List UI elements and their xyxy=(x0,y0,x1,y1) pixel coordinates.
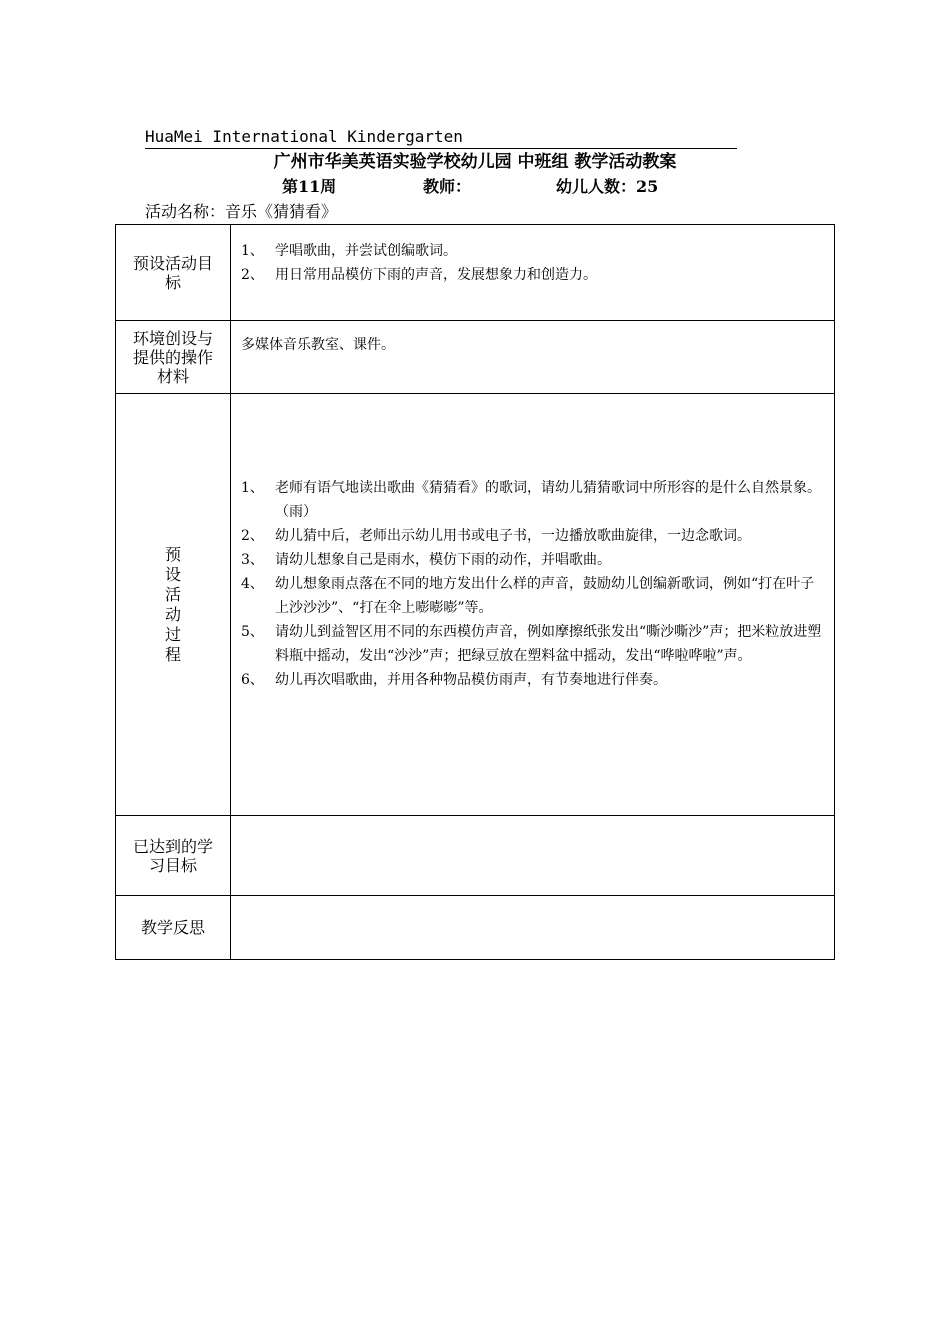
process-step xyxy=(241,572,828,620)
lesson-plan-table xyxy=(115,224,835,960)
table-row-process xyxy=(116,394,835,816)
step-text: 请幼儿到益智区用不同的东西模仿声音，例如摩擦纸张发出“嘶沙嘶沙”声；把米粒放进塑料瓶中摇动，发出“沙沙”声；把绿豆放在塑料盆中摇动，发出“哗啦哗啦”声。 xyxy=(275,624,822,664)
goals-label: 预设活动目标 xyxy=(132,253,213,292)
table-row-reflection xyxy=(116,896,835,960)
achieved-label: 已达到的学习目标 xyxy=(132,836,213,875)
reflection-text xyxy=(231,896,834,908)
environment-text: 多媒体音乐教室、课件。 xyxy=(241,337,395,353)
achieved-content-cell xyxy=(231,816,835,896)
achieved-text xyxy=(231,816,834,828)
process-label xyxy=(116,545,230,665)
goals-content-cell xyxy=(231,225,835,321)
process-content-cell xyxy=(231,394,835,816)
goal-item xyxy=(241,239,834,263)
step-number: 3、 xyxy=(241,552,264,568)
achieved-label-cell xyxy=(116,816,231,896)
step-text: 幼儿想象雨点落在不同的地方发出什么样的声音，鼓励幼儿创编新歌词，例如“打在叶子上沙沙沙”、“打在伞上嘭嘭嘭”等。 xyxy=(275,576,815,616)
goal-number: 2、 xyxy=(241,267,264,283)
step-text: 幼儿再次唱歌曲，并用各种物品模仿雨声，有节奏地进行伴奏。 xyxy=(275,672,667,688)
process-label-char: 过 xyxy=(164,624,181,644)
process-label-char: 动 xyxy=(164,604,181,624)
step-number: 2、 xyxy=(241,528,264,544)
table-row-goals xyxy=(116,225,835,321)
environment-content-cell xyxy=(231,321,835,394)
process-label-cell xyxy=(116,394,231,816)
goals-label-cell xyxy=(116,225,231,321)
process-step xyxy=(241,620,828,668)
goal-number: 1、 xyxy=(241,243,264,259)
step-text: 请幼儿想象自己是雨水，模仿下雨的动作，并唱歌曲。 xyxy=(275,552,611,568)
process-label-char: 程 xyxy=(164,644,181,664)
step-number: 1、 xyxy=(241,480,264,496)
activity-name: 活动名称：音乐《猜猜看》 xyxy=(145,202,338,221)
table-row-environment xyxy=(116,321,835,394)
process-step xyxy=(241,668,828,692)
environment-label-cell xyxy=(116,321,231,394)
process-step xyxy=(241,476,828,524)
step-text: 幼儿猜中后，老师出示幼儿用书或电子书，一边播放歌曲旋律，一边念歌词。 xyxy=(275,528,751,544)
goal-text: 学唱歌曲，并尝试创编歌词。 xyxy=(275,243,457,259)
children-count: 幼儿人数：25 xyxy=(556,177,659,196)
process-label-char: 设 xyxy=(164,564,181,584)
step-number: 5、 xyxy=(241,624,264,640)
process-label-char: 预 xyxy=(164,544,181,564)
table-row-achieved xyxy=(116,816,835,896)
goal-item xyxy=(241,263,834,287)
week-label: 第11周 xyxy=(282,177,337,196)
process-step xyxy=(241,548,828,572)
process-label-char: 活 xyxy=(164,584,181,604)
step-number: 6、 xyxy=(241,672,264,688)
document-title: 广州市华美英语实验学校幼儿园 中班组 教学活动教案 xyxy=(273,152,677,172)
school-english-name: HuaMei International Kindergarten xyxy=(145,126,737,149)
reflection-label-cell xyxy=(116,896,231,960)
teacher-label: 教师： xyxy=(423,177,472,196)
environment-label: 环境创设与提供的操作材料 xyxy=(132,328,213,386)
goal-text: 用日常用品模仿下雨的声音，发展想象力和创造力。 xyxy=(275,267,597,283)
step-number: 4、 xyxy=(241,576,264,592)
reflection-label: 教学反思 xyxy=(140,918,205,937)
step-text: 老师有语气地读出歌曲《猜猜看》的歌词，请幼儿猜猜歌词中所形容的是什么自然景象。（雨） xyxy=(275,480,821,520)
process-step xyxy=(241,524,828,548)
reflection-content-cell xyxy=(231,896,835,960)
